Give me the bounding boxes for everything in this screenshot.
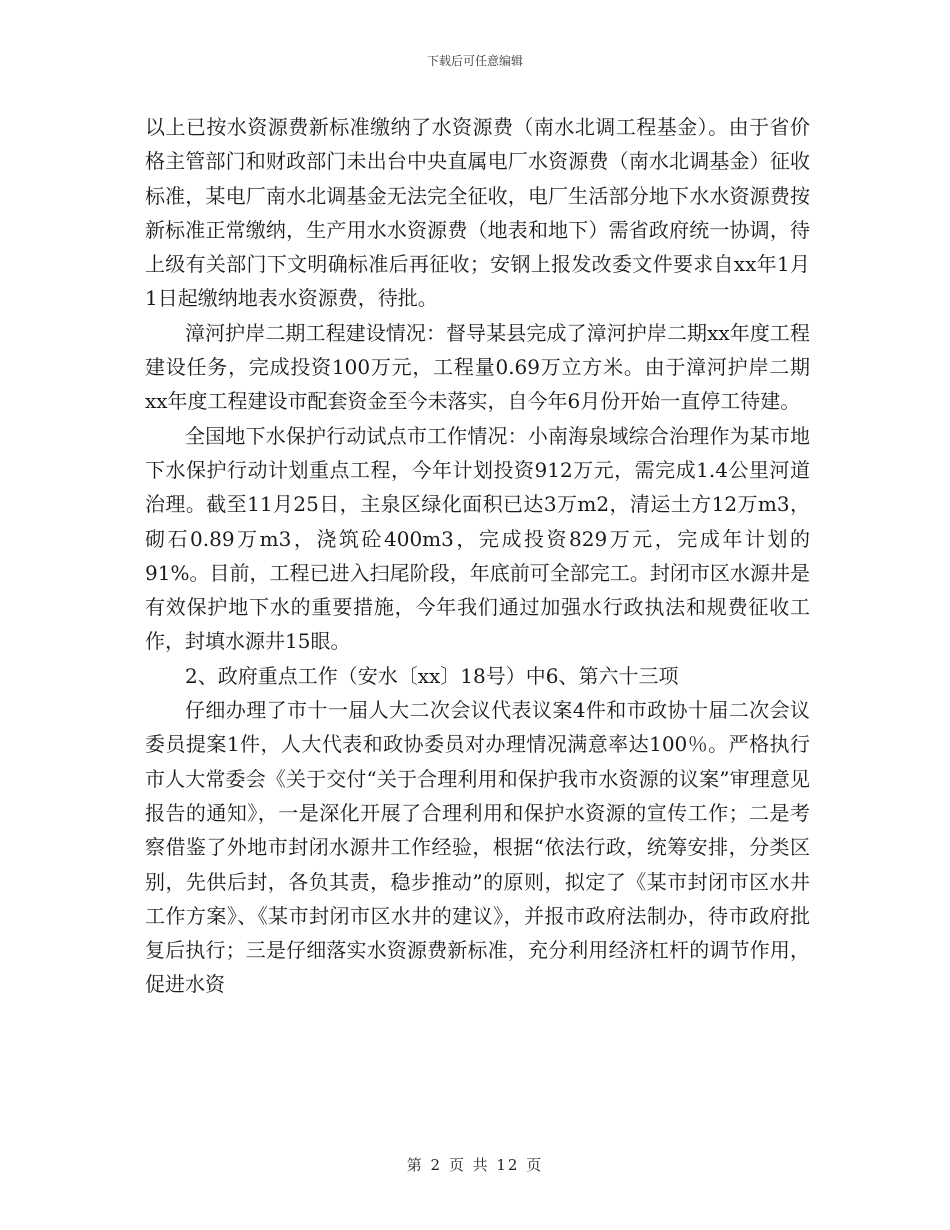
paragraph-groundwater-protection: 全国地下水保护行动试点市工作情况：小南海泉域综合治理作为某市地下水保护行动计划重点工程，今年计划投资912万元，需完成1.4公里河道治理。截至11月25日，主泉区绿化面积已达3万m2，清运土方12万m3，砌石0.89万m3，浇筑砼400m3，完成投资829万元，完成年计划的91%。目前，工程已进入扫尾阶段，年底前可全部完工。封闭市区水源井是有效保护地下水的重要措施，今年我们通过加强水行政执法和规费征收工作，封填水源井15眼。 xyxy=(145,423,810,654)
page-header: 下载后可任意编辑 xyxy=(426,54,523,68)
paragraph-zhanghe-embankment: 漳河护岸二期工程建设情况：督导某县完成了漳河护岸二期xx年度工程建设任务，完成投资100万元，工程量0.69万立方米。由于漳河护岸二期xx年度工程建设市配套资金至今未落实，自今年6月份开始一直停工待建。 xyxy=(145,320,810,414)
paragraph-proposals-handling: 仔细办理了市十一届人大二次会议代表议案4件和市政协十届二次会议委员提案1件，人大代表和政协委员对办理情况满意率达100％。严格执行市人大常委会《关于交付“关于合理利用和保护我市水资源的议案”审理意见报告的通知》，一是深化开展了合理利用和保护水资源的宣传工作；二是考察借鉴了外地市封闭水源井工作经验，根据“依法行政，统筹安排，分类区别，先供后封，各负其责，稳步推动”的原则，拟定了《某市封闭市区水井工作方案》、《某市封闭市区水井的建议》，并报市政府法制办，待市政府批复后执行；三是仔细落实水资源费新标准，充分利用经济杠杆的调节作用，促进水资 xyxy=(145,698,810,997)
paragraph-key-work-heading: 2、政府重点工作（安水〔xx〕18号）中6、第六十三项 xyxy=(185,663,679,688)
page-footer: 第 2 页 共 12 页 xyxy=(406,1156,544,1174)
paragraph-water-fee: 以上已按水资源费新标准缴纳了水资源费（南水北调工程基金）。由于省价格主管部门和财政部门未出台中央直属电厂水资源费（南水北调基金）征收标准，某电厂南水北调基金无法完全征收，电厂生活部分地下水水资源费按新标准正常缴纳，生产用水水资源费（地表和地下）需省政府统一协调，待上级有关部门下文明确标准后再征收；安钢上报发改委文件要求自xx年1月1日起缴纳地表水资源费，待批。 xyxy=(145,115,810,311)
document-body xyxy=(145,110,810,1002)
